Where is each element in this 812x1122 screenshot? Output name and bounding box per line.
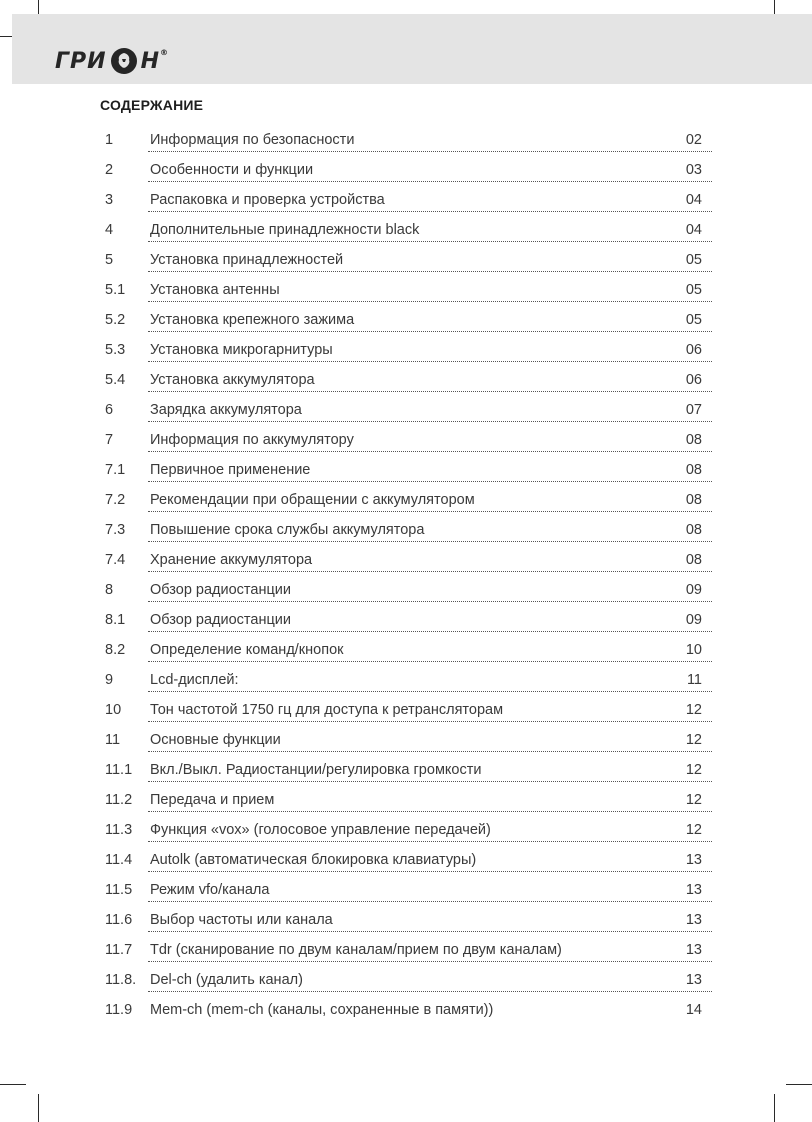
toc-entry-page: 12 — [685, 762, 702, 778]
toc-entry-number: 8 — [105, 582, 114, 598]
toc-entry-page: 06 — [685, 342, 702, 358]
toc-entry-page: 08 — [685, 522, 702, 538]
toc-entry-page: 13 — [685, 852, 702, 868]
toc-entry-number: 7.1 — [105, 462, 126, 478]
toc-entry-page: 03 — [685, 162, 702, 178]
toc-entry[interactable] — [105, 846, 712, 876]
toc-entry[interactable] — [105, 306, 712, 336]
toc-entry-number: 11.6 — [105, 912, 133, 928]
toc-entry-label: Первичное применение — [150, 462, 311, 478]
toc-entry-number: 8.1 — [105, 612, 126, 628]
logo-text-left: ГРИ — [55, 48, 107, 74]
toc-entry-number: 11.1 — [105, 762, 133, 778]
toc-entry-number: 6 — [105, 402, 114, 418]
toc-entry-label: Del-ch (удалить канал) — [150, 972, 303, 988]
toc-entry-number: 11.9 — [105, 1002, 133, 1018]
toc-entry-number: 7 — [105, 432, 114, 448]
toc-entry-label: Информация по безопасности — [150, 132, 355, 148]
toc-entry-page: 12 — [685, 702, 702, 718]
toc-entry-page: 12 — [685, 732, 702, 748]
table-of-contents — [105, 126, 712, 1026]
toc-entry[interactable] — [105, 186, 712, 216]
toc-entry-number: 5.2 — [105, 312, 126, 328]
toc-entry-number: 11.2 — [105, 792, 133, 808]
toc-entry-label: Вкл./Выкл. Радиостанции/регулировка громкости — [150, 762, 482, 778]
crop-mark — [786, 1084, 812, 1085]
toc-entry-label: Тон частотой 1750 гц для доступа к ретрансляторам — [150, 702, 504, 718]
toc-entry-number: 11.7 — [105, 942, 133, 958]
toc-entry-number: 5 — [105, 252, 114, 268]
toc-entry-number: 11.5 — [105, 882, 133, 898]
toc-entry[interactable] — [105, 396, 712, 426]
toc-entry-page: 13 — [685, 972, 702, 988]
toc-entry-page: 11 — [686, 672, 702, 688]
crop-mark — [0, 1084, 26, 1085]
toc-entry-label: Выбор частоты или канала — [150, 912, 333, 928]
toc-entry-page: 08 — [685, 432, 702, 448]
toc-entry-page: 09 — [685, 582, 702, 598]
toc-entry[interactable] — [105, 276, 712, 306]
toc-entry-label: Обзор радиостанции — [150, 612, 291, 628]
toc-entry-number: 5.3 — [105, 342, 126, 358]
toc-entry[interactable] — [105, 366, 712, 396]
toc-entry-page: 08 — [685, 552, 702, 568]
toc-entry-page: 04 — [685, 192, 702, 208]
toc-entry-number: 2 — [105, 162, 114, 178]
toc-entry-page: 13 — [685, 942, 702, 958]
toc-entry-number: 4 — [105, 222, 114, 238]
toc-entry-page: 05 — [685, 252, 702, 268]
toc-entry[interactable] — [105, 336, 712, 366]
toc-entry-label: Особенности и функции — [150, 162, 314, 178]
toc-entry-number: 7.3 — [105, 522, 126, 538]
toc-entry-label: Хранение аккумулятора — [150, 552, 313, 568]
toc-entry-label: Установка крепежного зажима — [150, 312, 355, 328]
crop-mark — [38, 1094, 39, 1122]
toc-entry[interactable] — [105, 666, 712, 696]
toc-entry-label: Режим vfo/канала — [150, 882, 270, 898]
toc-entry-page: 13 — [685, 882, 702, 898]
toc-entry-label: Установка антенны — [150, 282, 280, 298]
registered-mark: ® — [159, 48, 169, 57]
toc-entry-number: 8.2 — [105, 642, 126, 658]
page-title: СОДЕРЖАНИЕ — [100, 97, 204, 113]
toc-entry-label: Mem-ch (mem-ch (каналы, сохраненные в памяти)) — [150, 1002, 494, 1018]
toc-entry-label: Обзор радиостанции — [150, 582, 291, 598]
toc-entry[interactable] — [105, 546, 712, 576]
toc-entry-label: Функция «vox» (голосовое управление передачей) — [150, 822, 491, 838]
toc-entry-number: 11.8. — [105, 972, 137, 988]
toc-entry[interactable] — [105, 936, 712, 966]
toc-entry[interactable] — [105, 966, 712, 996]
toc-entry-label: Определение команд/кнопок — [150, 642, 344, 658]
toc-entry-page: 13 — [685, 912, 702, 928]
toc-entry-label: Tdr (сканирование по двум каналам/прием по двум каналам) — [150, 942, 562, 958]
toc-entry[interactable] — [105, 786, 712, 816]
toc-entry-number: 5.4 — [105, 372, 126, 388]
toc-entry-number: 7.2 — [105, 492, 126, 508]
toc-entry[interactable] — [105, 906, 712, 936]
toc-entry-label: Информация по аккумулятору — [150, 432, 354, 448]
toc-entry-number: 11.4 — [105, 852, 133, 868]
toc-entry-label: Рекомендации при обращении с аккумулятором — [150, 492, 475, 508]
toc-entry[interactable] — [105, 816, 712, 846]
toc-entry-label: Autolk (автоматическая блокировка клавиатуры) — [150, 852, 477, 868]
toc-entry-label: Дополнительные принадлежности black — [150, 222, 420, 238]
crop-mark — [774, 1094, 775, 1122]
toc-entry-page: 06 — [685, 372, 702, 388]
toc-entry-label: Основные функции — [150, 732, 281, 748]
toc-entry[interactable] — [105, 456, 712, 486]
toc-entry[interactable] — [105, 696, 712, 726]
toc-entry-page: 10 — [685, 642, 702, 658]
toc-entry-page: 09 — [685, 612, 702, 628]
toc-entry-number: 3 — [105, 192, 114, 208]
toc-entry[interactable] — [105, 246, 712, 276]
toc-entry[interactable] — [105, 876, 712, 906]
toc-entry-label: Зарядка аккумулятора — [150, 402, 302, 418]
toc-entry[interactable] — [105, 756, 712, 786]
toc-entry-page: 12 — [685, 792, 702, 808]
toc-entry-number: 9 — [105, 672, 114, 688]
toc-entry-label: Передача и прием — [150, 792, 275, 808]
toc-entry-page: 07 — [685, 402, 702, 418]
logo-text-right: Н — [140, 48, 160, 74]
toc-entry-page: 14 — [685, 1002, 702, 1018]
toc-entry-label: Распаковка и проверка устройства — [150, 192, 385, 208]
toc-entry[interactable] — [105, 216, 712, 246]
toc-entry-page: 08 — [685, 462, 702, 478]
brand-logo — [55, 46, 169, 76]
toc-entry[interactable] — [105, 576, 712, 606]
toc-entry-label: Повышение срока службы аккумулятора — [150, 522, 425, 538]
toc-entry-page: 08 — [685, 492, 702, 508]
toc-entry-page: 12 — [685, 822, 702, 838]
toc-entry-number: 1 — [105, 132, 114, 148]
toc-entry-number: 11 — [105, 732, 121, 748]
toc-entry[interactable] — [105, 486, 712, 516]
toc-entry-number: 5.1 — [105, 282, 126, 298]
lion-emblem-icon — [111, 48, 137, 74]
toc-entry[interactable] — [105, 516, 712, 546]
toc-entry-number: 10 — [105, 702, 122, 718]
toc-entry-number: 7.4 — [105, 552, 126, 568]
toc-entry-label: Установка принадлежностей — [150, 252, 344, 268]
toc-entry-number: 11.3 — [105, 822, 133, 838]
toc-entry[interactable] — [105, 126, 712, 156]
toc-entry-page: 02 — [685, 132, 702, 148]
toc-entry[interactable] — [105, 636, 712, 666]
toc-entry[interactable] — [105, 996, 712, 1026]
toc-entry[interactable] — [105, 426, 712, 456]
toc-entry-page: 04 — [685, 222, 702, 238]
toc-entry[interactable] — [105, 726, 712, 756]
toc-entry-label: Установка аккумулятора — [150, 372, 315, 388]
toc-entry-label: Lcd-дисплей: — [150, 672, 239, 688]
toc-entry[interactable] — [105, 156, 712, 186]
toc-entry-page: 05 — [685, 282, 702, 298]
toc-entry-label: Установка микрогарнитуры — [150, 342, 333, 358]
toc-entry-page: 05 — [685, 312, 702, 328]
toc-entry[interactable] — [105, 606, 712, 636]
